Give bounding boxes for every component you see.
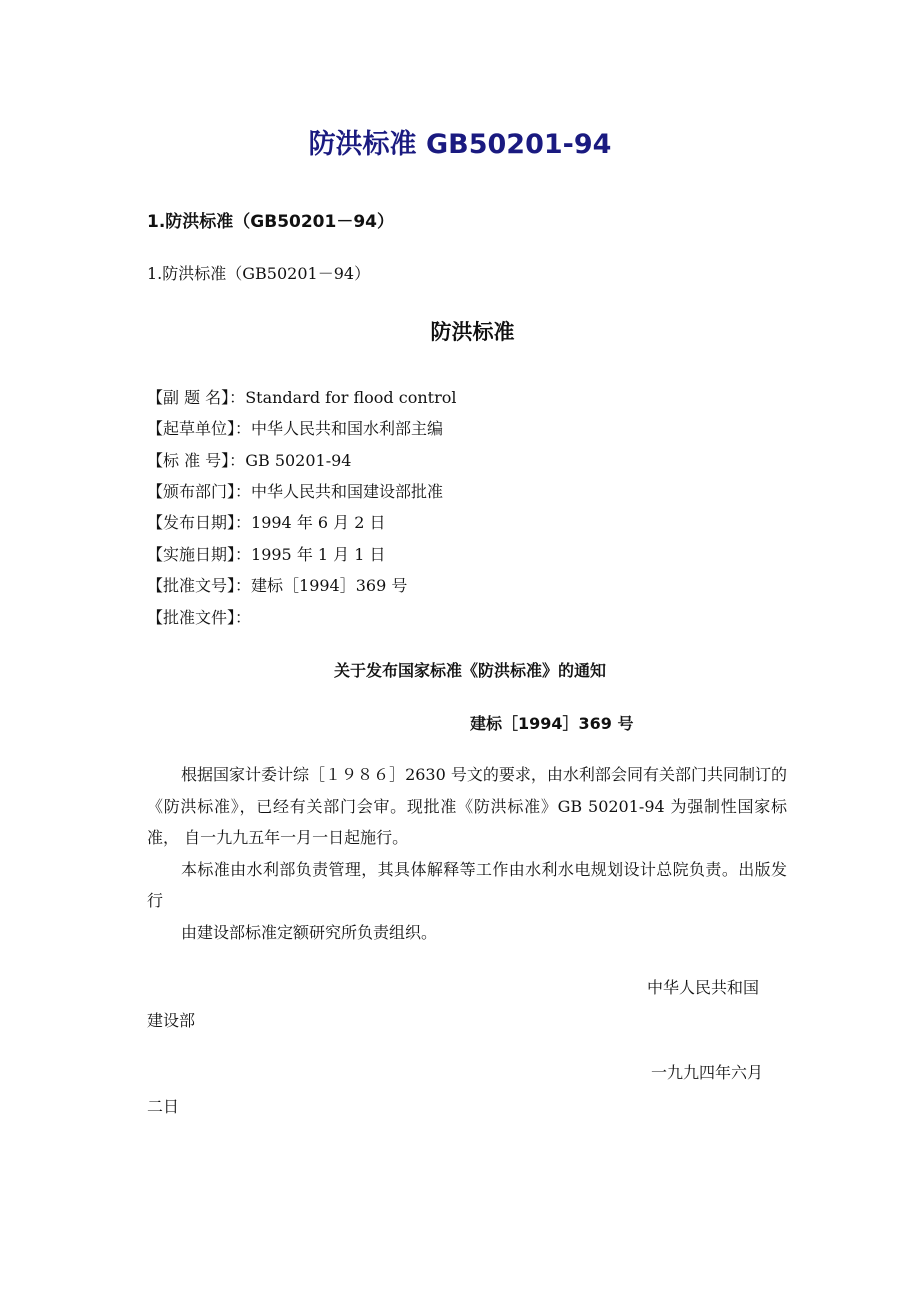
meta-label: 【副 题 名】： xyxy=(147,388,246,407)
body-paragraph: 根据国家计委计综［１９８６］2630 号文的要求，由水利部会同有关部门共同制订的《防洪标准》，已经有关部门会审。现批准《防洪标准》GB 50201-94 为强制性国家标准， 自一九九五年一月一日起施行。 xyxy=(147,765,787,847)
meta-value: 中华人民共和国建设部批准 xyxy=(251,482,444,501)
meta-label: 【发布日期】： xyxy=(147,513,252,532)
standard-title: 防洪标准 xyxy=(430,320,515,344)
meta-row-release-date xyxy=(147,510,386,533)
meta-value: GB 50201-94 xyxy=(245,451,352,470)
meta-label: 【批准文号】： xyxy=(147,576,252,595)
meta-value: 1994 年 6 月 2 日 xyxy=(251,513,386,532)
section-heading: 1.防洪标准（GB50201－94） xyxy=(147,212,394,232)
meta-label: 【批准文件】： xyxy=(147,608,252,627)
meta-row-drafting-unit xyxy=(147,416,443,439)
meta-value: 建标［1994］369 号 xyxy=(251,576,408,595)
notice-body xyxy=(147,759,787,948)
signature-organization: 中华人民共和国 xyxy=(647,978,760,997)
body-paragraph: 由建设部标准定额研究所负责组织。 xyxy=(181,922,438,942)
meta-label: 【实施日期】： xyxy=(147,545,252,564)
signature-organization-continued: 建设部 xyxy=(147,1011,196,1030)
meta-value: Standard for flood control xyxy=(245,388,457,407)
meta-label: 【标 准 号】： xyxy=(147,451,246,470)
meta-row-issuing-department xyxy=(147,479,443,502)
meta-row-subtitle xyxy=(147,385,456,408)
notice-document-number: 建标［1994］369 号 xyxy=(470,714,634,733)
meta-label: 【起草单位】： xyxy=(147,419,252,438)
document-title: 防洪标准 GB50201-94 xyxy=(308,129,612,160)
notice-title: 关于发布国家标准《防洪标准》的通知 xyxy=(333,661,606,680)
section-subheading: 1.防洪标准（GB50201－94） xyxy=(147,264,371,283)
meta-row-approval-number xyxy=(147,573,407,596)
signature-date-continued: 二日 xyxy=(147,1097,180,1116)
meta-label: 【颁布部门】： xyxy=(147,482,252,501)
meta-value: 中华人民共和国水利部主编 xyxy=(251,419,444,438)
signature-date: 一九九四年六月 xyxy=(651,1063,764,1082)
body-paragraph: 本标准由水利部负责管理，其具体解释等工作由水利水电规划设计总院负责。出版发行 xyxy=(147,859,787,910)
meta-value: 1995 年 1 月 1 日 xyxy=(251,545,386,564)
meta-row-standard-number xyxy=(147,448,351,471)
meta-row-effective-date xyxy=(147,542,386,565)
meta-row-approval-file xyxy=(147,605,251,628)
